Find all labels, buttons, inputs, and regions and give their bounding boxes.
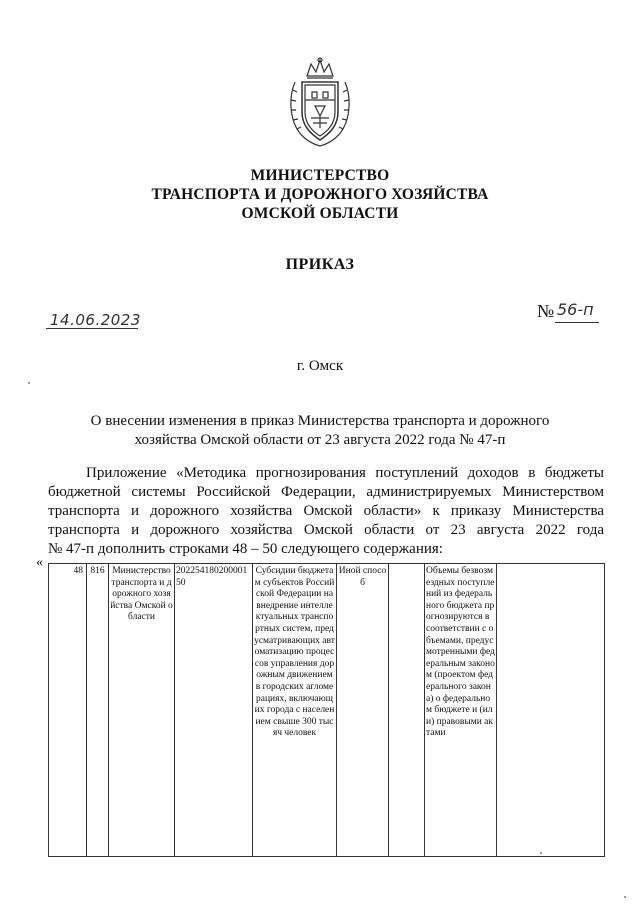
formula-cell [389, 564, 425, 857]
scan-speck [540, 852, 542, 854]
extra-cell [497, 564, 605, 857]
ministry-name-line1: МИНИСТЕРСТВО [250, 167, 390, 184]
ministry-name-line2: ТРАНСПОРТА И ДОРОЖНОГО ХОЗЯЙСТВА [151, 186, 489, 203]
opening-quote: « [36, 555, 43, 570]
revenue-table [48, 563, 605, 857]
subject-line1: О внесении изменения в приказ Министерства транспорта и дорожного [90, 413, 550, 429]
scan-speck [624, 896, 626, 898]
order-number: 56-п [557, 300, 594, 319]
body-line1: Приложение «Методика прогнозирования поступлений доходов в бюджеты [86, 465, 604, 481]
body-line5: № 47-п дополнить строками 48 – 50 следующего содержания: [48, 541, 443, 557]
order-title: ПРИКАЗ [285, 256, 355, 273]
table-row [49, 564, 605, 857]
city: г. Омск [296, 358, 344, 374]
budget-classification-code: 20225418020000150 [175, 564, 253, 857]
ministry-name-line3: ОМСКОЙ ОБЛАСТИ [241, 205, 399, 222]
number-sign: № [537, 301, 555, 321]
body-line2: бюджетной системы Российской Федерации, администрируемых Министерством [48, 484, 604, 500]
subject-line2: хозяйства Омской области от 23 августа 2022 года № 47-п [134, 432, 506, 448]
scan-speck [28, 382, 30, 384]
administrator-name: Министерство транспорта и дорожного хозяйства Омской области [109, 564, 175, 857]
date-underline [46, 328, 138, 329]
number-underline [555, 322, 599, 323]
method-description: Объемы безвозмездных поступлений из федерального бюджета прогнозируются в соответствии с объемами, предусмотренными федеральным законом (проектом федерального закона) о федеральном бюджете и (или) правовыми актами [425, 564, 497, 857]
order-date: 14.06.2023 [50, 311, 141, 329]
admin-code: 816 [87, 564, 109, 857]
forecast-method: Иной способ [337, 564, 389, 857]
revenue-name: Субсидии бюджетам субъектов Российской Федерации на внедрение интеллектуальных транспортных систем, предусматривающих автоматизацию процессов управления дорожным движением в городских агломерациях, включающих города с населением свыше 300 тысяч человек [253, 564, 337, 857]
body-line3: транспорта и дорожного хозяйства Омской области» к приказу Министерства [48, 503, 604, 519]
row-number: 48 [49, 564, 87, 857]
coat-of-arms-emblem [285, 56, 355, 148]
body-line4: транспорта и дорожного хозяйства Омской области от 23 августа 2022 года [48, 522, 604, 538]
